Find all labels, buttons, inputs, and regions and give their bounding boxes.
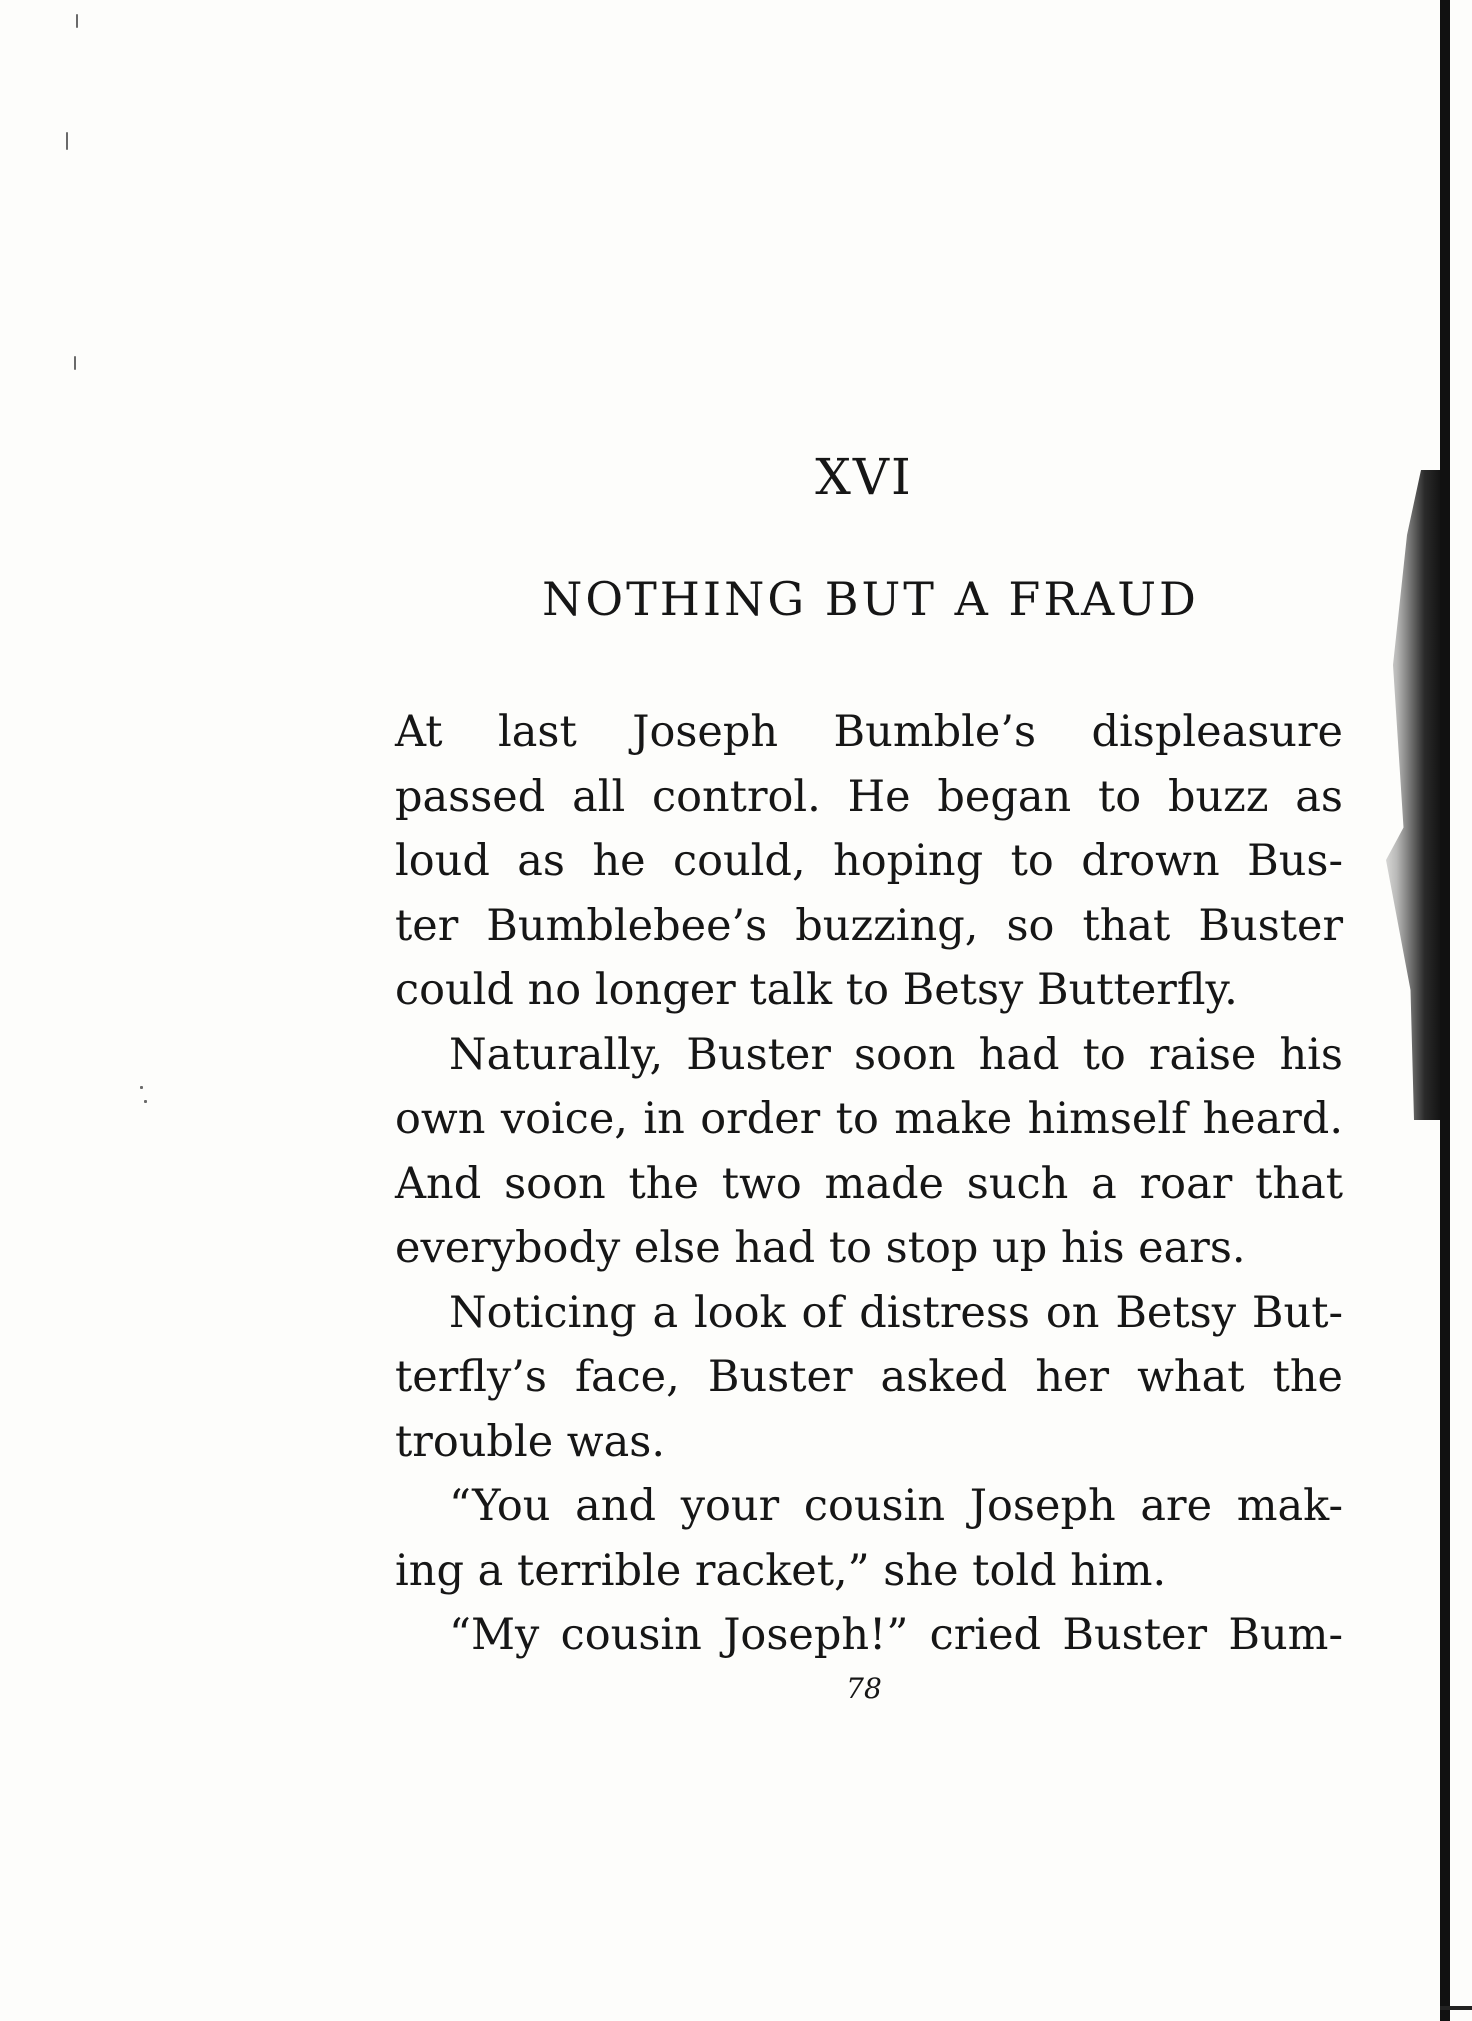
text-line: Naturally, Buster soon had to raise his (449, 1029, 1343, 1080)
text-line: own voice, in order to make himself heard. (395, 1094, 1343, 1144)
text-line: trouble was. (395, 1416, 665, 1467)
body-text (395, 700, 1343, 1668)
text-line: terfly’s face, Buster asked her what the (395, 1352, 1343, 1402)
binding-edge-foot (1440, 2006, 1472, 2010)
text-line: And soon the two made such a roar that (395, 1158, 1343, 1209)
chapter-number: XVI (815, 448, 913, 506)
scan-speck (144, 1100, 147, 1103)
text-line: At last Joseph Bumble’s displeasure (395, 707, 1343, 757)
binding-shadow (1372, 470, 1442, 1120)
scan-speck (76, 14, 78, 28)
text-line: everybody else had to stop up his ears. (395, 1223, 1246, 1273)
text-line: ter Bumblebee’s buzzing, so that Buster (395, 900, 1343, 951)
text-line: Noticing a look of distress on Betsy But- (449, 1287, 1343, 1338)
scan-speck (66, 132, 68, 150)
text-line: “My cousin Joseph!” cried Buster Bum- (449, 1610, 1343, 1660)
scan-speck (140, 1086, 143, 1089)
text-line: loud as he could, hoping to drown Bus- (395, 836, 1343, 886)
text-line: passed all control. He began to buzz as (395, 771, 1343, 822)
text-line: ing a terrible racket,” she told him. (395, 1545, 1167, 1596)
page-number: 78 (846, 1672, 882, 1705)
text-line: “You and your cousin Joseph are mak- (449, 1481, 1343, 1531)
chapter-title: NOTHING BUT A FRAUD (542, 572, 1199, 626)
scan-speck (74, 356, 76, 370)
text-line: could no longer talk to Betsy Butterfly. (395, 965, 1238, 1015)
binding-edge (1440, 0, 1450, 2021)
